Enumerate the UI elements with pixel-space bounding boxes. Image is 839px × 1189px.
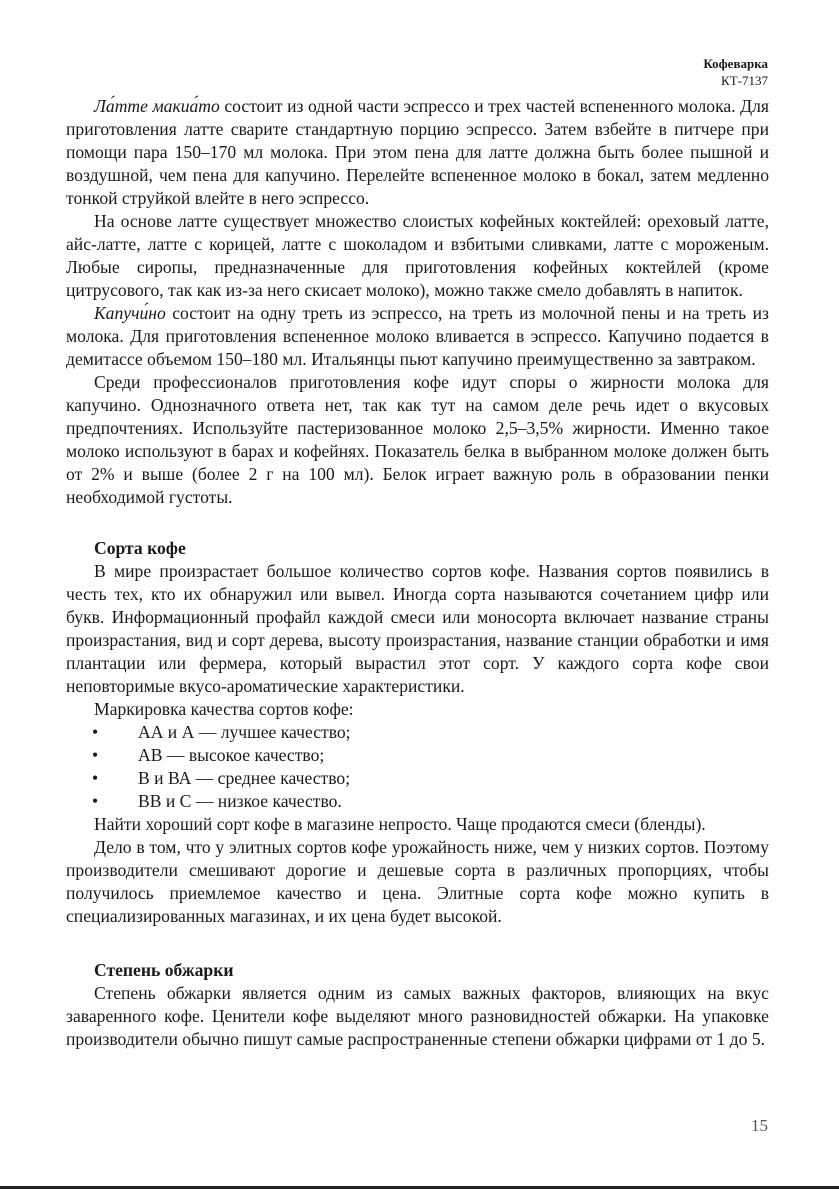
term-latte: Ла́тте макиа́то (94, 96, 220, 116)
bullet-icon: • (92, 745, 99, 765)
paragraph-latte (66, 95, 769, 210)
bullet-icon: • (92, 722, 99, 742)
list-item: • В и ВА — среднее качество; (92, 768, 351, 788)
paragraph-text: состоит на одну треть из эспрессо, на треть из молочной пены и на треть из молока. Для приготовления вспененное молоко вливается в эспрессо. Капучино подается в демитассе объемом 150–180 мл. Итальянцы пьют капучино преимущественно за завтраком. (66, 303, 769, 369)
paragraph-blends: Найти хороший сорт кофе в магазине непросто. Чаще продаются смеси (бленды). (94, 814, 706, 834)
paragraph-text: Среди профессионалов приготовления кофе идут споры о жирности молока для капучино. Однозначного ответа нет, так как тут на самом деле речь идет о вкусовых предпочтениях. Используйте пастеризованное молоко 2,5–3,5% жирности. Именно такое молоко используют в барах и кофейнях. Показатель белка в выбранном молоке должен быть от 2% и выше (более 2 г на 100 мл). Белок играет важную роль в образовании пенки необходимой густоты. (66, 372, 769, 507)
paragraph-cappuccino (66, 302, 769, 371)
page-number: 15 (751, 1116, 768, 1135)
paragraph-elite: Дело в том, что у элитных сортов кофе урожайность ниже, чем у низких сортов. Поэтому производители смешивают дорогие и дешевые сорта в различных пропорциях, чтобы получилось приемлемое качество и цена. Элитные сорта кофе можно купить в специализированных магазинах, и их цена будет высокой. (66, 837, 769, 926)
paragraph-text: На основе латте существует множество слоистых кофейных коктейлей: ореховый латте, айс-латте, латте с корицей, латте с шоколадом и взбитыми сливками, латте с мороженым. Любые сиропы, предназначенные для приготовления кофейных коктейлей (кроме цитрусового, так как из-за него скисает молоко), можно также смело добавлять в напиток. (66, 211, 769, 300)
paragraph-latte-cocktails (66, 210, 769, 302)
header-brand: Кофеварка (703, 56, 768, 71)
page-header (703, 55, 768, 89)
list-item: • АВ — высокое качество; (92, 745, 325, 765)
list-item: • ВВ и С — низкое качество. (92, 791, 342, 811)
bullet-icon: • (92, 791, 99, 811)
section-title-varieties: Сорта кофе (94, 538, 186, 558)
list-item: • АА и А — лучшее качество; (92, 722, 351, 742)
paragraph-text: состоит из одной части эспрессо и трех частей вспененного молока. Для приготовления латте сварите стандартную порцию эспрессо. Затем взбейте в питчере при помощи пара 150–170 мл молока. При этом пена для латте должна быть более пышной и воздушной, чем пена для капучино. Перелейте вспененное молоко в бокал, затем медленно тонкой струйкой влейте в него эспрессо. (66, 96, 769, 208)
paragraph-milk-fat (66, 371, 769, 509)
page-content (66, 95, 769, 1051)
header-model: КТ-7137 (721, 73, 768, 88)
quality-list-title: Маркировка качества сортов кофе: (94, 699, 354, 719)
term-cappuccino: Капучи́но (94, 303, 166, 323)
bullet-icon: • (92, 768, 99, 788)
quality-list (66, 721, 769, 813)
paragraph-roast: Степень обжарки является одним из самых важных факторов, влияющих на вкус заваренного кофе. Ценители кофе выделяют много разновидностей обжарки. На упаковке производители обычно пишут самые распространенные степени обжарки цифрами от 1 до 5. (66, 983, 769, 1049)
section-title-roast: Степень обжарки (94, 960, 234, 980)
paragraph-varieties-intro: В мире произрастает большое количество сортов кофе. Названия сортов появились в честь тех, кто их обнаружил или вывел. Иногда сорта называются сочетанием цифр или букв. Информационный профайл каждой смеси или моносорта включает название страны произрастания, вид и сорт дерева, высоту произрастания, название станции обработки и имя плантации или фермера, который вырастил этот сорт. У каждого сорта кофе свои неповторимые вкусо-ароматические характеристики. (66, 561, 769, 696)
